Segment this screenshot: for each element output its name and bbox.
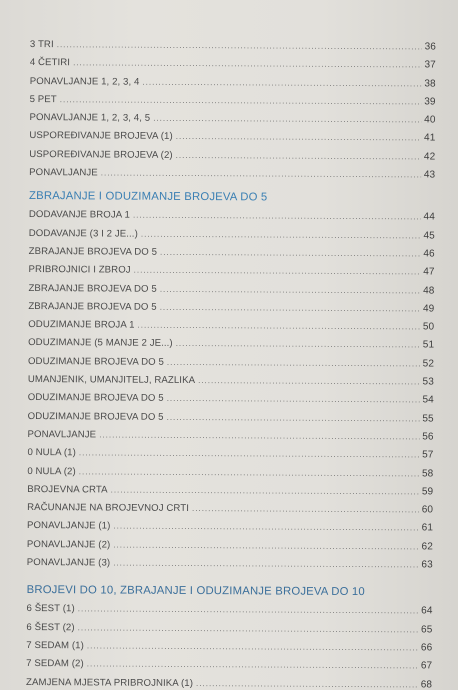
entry-page-number: 60 (421, 504, 434, 516)
toc-entry (27, 463, 433, 484)
entry-page-number: 59 (421, 486, 434, 498)
entry-title: USPOREĐIVANJE BROJEVA (2) (29, 148, 173, 161)
dot-leader (141, 225, 421, 245)
dot-leader (60, 91, 422, 112)
toc-entry (28, 316, 434, 337)
entry-page-number: 38 (424, 78, 436, 90)
toc-entry (28, 334, 434, 355)
entry-title: PONAVLJANJE 1, 2, 3, 4 (29, 75, 140, 88)
dot-leader (113, 536, 418, 556)
toc-entry (29, 225, 435, 246)
toc-entry (26, 655, 432, 676)
toc-entry (30, 36, 436, 57)
dot-leader (78, 619, 418, 639)
entry-page-number: 49 (422, 303, 435, 315)
table-of-contents (26, 36, 436, 690)
dot-leader (137, 317, 419, 337)
toc-entry (29, 109, 435, 130)
section-heading: ZBRAJANJE I ODUZIMANJE BROJEVA DO 5 (28, 190, 268, 204)
entry-title: ZAMJENA MJESTA PRIBROJNIKA (1) (26, 676, 194, 689)
toc-entry (27, 444, 433, 465)
entry-title: PONAVLJANJE 1, 2, 3, 4, 5 (29, 112, 151, 124)
entry-title: PONAVLJANJE (29, 167, 98, 179)
toc-entry (29, 127, 435, 148)
entry-page-number: 64 (421, 605, 433, 617)
toc-group-addition-subtraction-to-5 (27, 206, 435, 574)
toc-entry (27, 517, 433, 538)
toc-entry (29, 261, 435, 282)
toc-entry (28, 280, 434, 301)
dot-leader (160, 280, 420, 300)
entry-title: 3 TRI (29, 38, 54, 51)
dot-leader (87, 656, 418, 676)
entry-title: ODUZIMANJE BROJA 1 (28, 319, 135, 331)
dot-leader (160, 299, 420, 319)
toc-entry (28, 353, 434, 374)
entry-title: 0 NULA (1) (27, 447, 76, 459)
entry-title: 4 ČETIRI (29, 57, 71, 69)
entry-title: ODUZIMANJE BROJEVA DO 5 (27, 410, 164, 423)
entry-page-number: 63 (421, 559, 433, 571)
dot-leader (167, 390, 420, 410)
entry-title: ODUZIMANJE BROJEVA DO 5 (27, 392, 164, 405)
dot-leader (101, 165, 421, 185)
dot-leader (87, 637, 418, 657)
dot-leader (79, 445, 419, 465)
toc-group-numbers-to-10 (26, 600, 433, 690)
toc-entry (29, 164, 435, 185)
dot-leader (142, 73, 421, 93)
dot-leader (73, 55, 422, 75)
toc-entry (29, 206, 435, 227)
entry-page-number: 67 (420, 660, 433, 672)
entry-title: PRIBROJNICI I ZBROJ (28, 264, 131, 276)
entry-page-number: 43 (423, 169, 436, 181)
entry-title: USPOREĐIVANJE BROJEVA (1) (29, 130, 173, 143)
dot-leader (57, 36, 422, 57)
toc-entry (26, 619, 432, 640)
toc-entry (27, 481, 433, 502)
entry-page-number: 58 (421, 467, 434, 480)
entry-page-number: 56 (422, 431, 434, 443)
toc-group-numbers (29, 36, 436, 185)
entry-page-number: 66 (420, 642, 433, 654)
entry-page-number: 39 (424, 96, 436, 108)
entry-title: UMANJENIK, UMANJITELJ, RAZLIKA (27, 374, 196, 387)
toc-entry (30, 54, 436, 75)
dot-leader (113, 555, 418, 575)
entry-title: PONAVLJANJE (27, 428, 97, 441)
entry-title: PONAVLJANJE (1) (26, 520, 111, 532)
entry-title: 7 SEDAM (1) (26, 639, 84, 652)
toc-entry (28, 298, 434, 319)
entry-title: ZBRAJANJE BROJEVA DO 5 (28, 245, 158, 258)
toc-entry (28, 389, 434, 410)
dot-leader (79, 463, 419, 483)
entry-page-number: 45 (423, 230, 435, 242)
entry-page-number: 53 (422, 376, 434, 388)
toc-entry (30, 73, 436, 94)
dot-leader (167, 354, 420, 374)
toc-entry (28, 426, 434, 447)
toc-entry (27, 499, 433, 520)
dot-leader (111, 481, 419, 501)
entry-title: ZBRAJANJE BROJEVA DO 5 (28, 282, 157, 295)
entry-page-number: 47 (423, 266, 435, 278)
toc-entry (28, 371, 434, 392)
entry-title: 6 ŠEST (1) (26, 603, 75, 615)
entry-page-number: 41 (424, 132, 436, 144)
entry-title: ODUZIMANJE (5 MANJE 2 JE...) (28, 337, 173, 350)
entry-page-number: 42 (423, 151, 436, 163)
toc-entry (26, 637, 432, 658)
dot-leader (153, 110, 421, 130)
entry-page-number: 57 (422, 449, 434, 461)
entry-title: 5 PET (29, 93, 57, 106)
section-heading: BROJEVI DO 10, ZBRAJANJE I ODUZIMANJE BROJEVA DO 10 (26, 584, 365, 599)
toc-entry (27, 536, 433, 557)
entry-title: DODAVANJE (3 I 2 JE...) (28, 227, 138, 240)
dot-leader (196, 675, 418, 690)
entry-page-number: 48 (423, 284, 435, 297)
toc-entry (30, 91, 436, 112)
entry-title: PONAVLJANJE (3) (26, 557, 111, 569)
toc-entry (26, 600, 432, 621)
dot-leader (198, 372, 420, 392)
entry-title: BROJEVNA CRTA (27, 483, 108, 496)
entry-title: 7 SEDAM (2) (26, 658, 84, 670)
toc-entry (27, 554, 433, 575)
entry-page-number: 50 (422, 321, 435, 333)
entry-page-number: 54 (422, 394, 434, 406)
dot-leader (160, 244, 420, 264)
entry-title: ODUZIMANJE BROJEVA DO 5 (27, 355, 164, 368)
entry-title: 6 ŠEST (2) (26, 621, 75, 633)
entry-title: 0 NULA (2) (27, 465, 76, 477)
entry-page-number: 51 (422, 339, 435, 351)
entry-page-number: 61 (421, 522, 434, 534)
entry-page-number: 62 (421, 541, 433, 553)
dot-leader (99, 426, 419, 446)
entry-page-number: 55 (422, 413, 434, 425)
toc-entry (29, 146, 435, 167)
entry-title: RAČUNANJE NA BROJEVNOJ CRTI (27, 502, 190, 515)
dot-leader (176, 335, 420, 355)
dot-leader (167, 408, 420, 428)
entry-title: DODAVANJE BROJA 1 (28, 209, 130, 221)
dot-leader (176, 147, 421, 167)
dot-leader (133, 207, 421, 227)
entry-title: PONAVLJANJE (2) (26, 538, 111, 551)
entry-page-number: 52 (422, 358, 435, 370)
entry-page-number: 46 (423, 248, 435, 260)
entry-page-number: 36 (424, 41, 436, 53)
dot-leader (78, 601, 418, 621)
entry-page-number: 40 (424, 114, 436, 126)
entry-page-number: 65 (421, 624, 433, 636)
dot-leader (134, 262, 421, 282)
toc-entry (28, 408, 434, 429)
entry-title: ZBRAJANJE BROJEVA DO 5 (28, 300, 157, 313)
toc-entry (26, 673, 432, 690)
toc-entry (29, 243, 435, 264)
entry-page-number: 37 (424, 59, 436, 71)
dot-leader (113, 518, 418, 538)
dot-leader (192, 500, 419, 520)
entry-page-number: 68 (420, 678, 433, 690)
entry-page-number: 44 (423, 211, 435, 223)
dot-leader (176, 128, 421, 148)
